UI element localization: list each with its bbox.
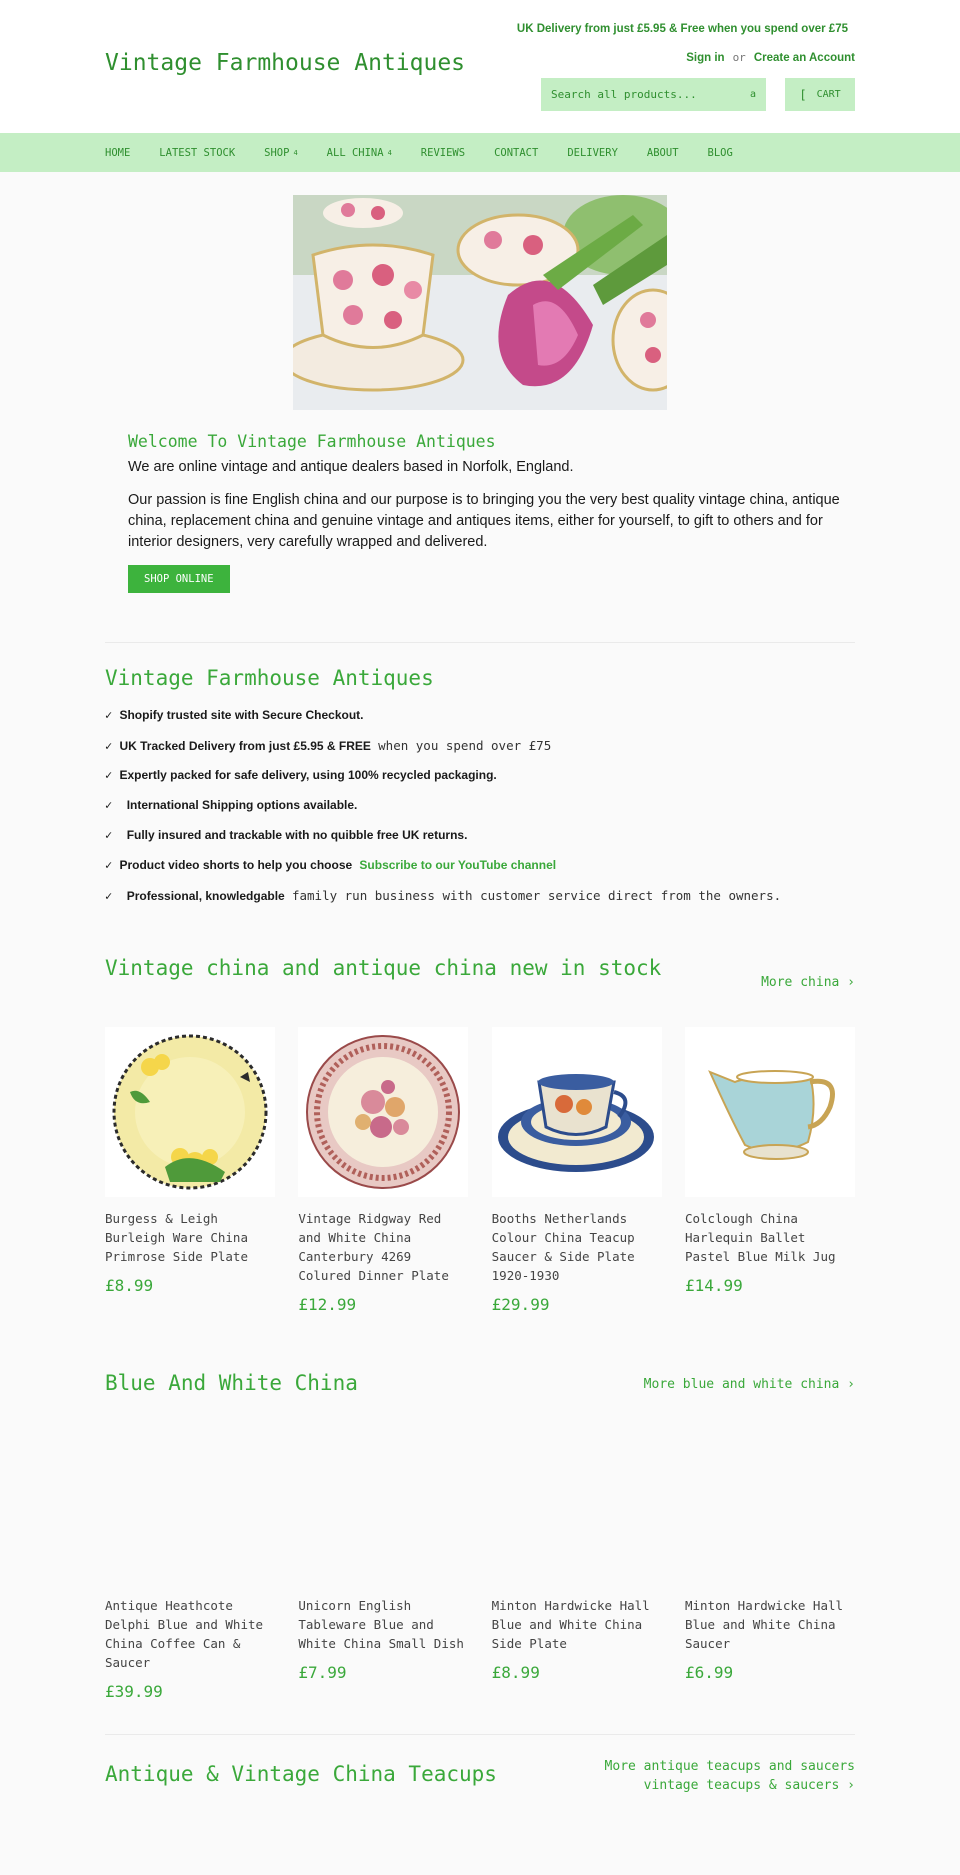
product-card[interactable] — [105, 1414, 275, 1701]
usp-item: ✓ Product video shorts to help you choose Subscribe to our YouTube channel — [105, 858, 557, 872]
product-card[interactable] — [492, 1027, 662, 1314]
product-title[interactable]: Minton Hardwicke Hall Blue and White China Side Plate — [491, 1598, 650, 1651]
check-icon: ✓ — [105, 889, 113, 903]
sign-in-link[interactable]: Sign in — [686, 52, 725, 64]
teacups-more-links — [605, 1757, 855, 1795]
teacups-title: Antique & Vintage China Teacups — [105, 1762, 497, 1786]
product-price: £7.99 — [298, 1663, 347, 1682]
search-input[interactable] — [551, 88, 750, 101]
search-box — [541, 78, 766, 111]
check-icon: ✓ — [105, 828, 113, 842]
product-image[interactable] — [105, 1027, 275, 1197]
site-logo[interactable]: Vintage Farmhouse Antiques — [105, 50, 466, 76]
cart-icon: [ — [799, 87, 807, 102]
nav-all-china[interactable]: ALL CHINA 4 — [326, 146, 392, 159]
nav-blog[interactable]: BLOG — [707, 146, 733, 159]
section-divider — [105, 1734, 855, 1735]
usp-title: Vintage Farmhouse Antiques — [105, 666, 434, 690]
product-card[interactable] — [492, 1414, 662, 1701]
product-title[interactable]: Antique Heathcote Delphi Blue and White China Coffee Can & Saucer — [105, 1598, 264, 1670]
usp-item: ✓ Expertly packed for safe delivery, using 100% recycled packaging. — [105, 768, 497, 782]
product-image[interactable] — [492, 1027, 662, 1197]
section-divider — [105, 642, 855, 643]
check-icon: ✓ — [105, 858, 113, 872]
or-separator: or — [732, 51, 746, 64]
product-card[interactable] — [105, 1027, 275, 1314]
blue-white-grid — [105, 1414, 855, 1701]
product-title[interactable]: Burgess & Leigh Burleigh Ware China Primrose Side Plate — [105, 1211, 248, 1264]
cart-label: CART — [816, 89, 841, 100]
hero-image — [293, 195, 667, 410]
nav-reviews[interactable]: REVIEWS — [420, 146, 466, 159]
nav-home[interactable]: HOME — [105, 146, 131, 159]
product-image[interactable] — [298, 1027, 468, 1197]
check-icon: ✓ — [105, 798, 113, 812]
check-icon: ✓ — [105, 739, 113, 753]
shop-online-button[interactable]: SHOP ONLINE — [128, 565, 230, 593]
cart-button[interactable] — [785, 78, 855, 111]
product-title[interactable]: Colclough China Harlequin Ballet Pastel Blue Milk Jug — [684, 1211, 836, 1264]
usp-item: ✓ Fully insured and trackable with no quibble free UK returns. — [105, 828, 468, 842]
product-card[interactable] — [685, 1414, 855, 1701]
search-icon[interactable]: a — [749, 89, 756, 100]
nav-delivery[interactable]: DELIVERY — [567, 146, 618, 159]
blue-white-title: Blue And White China — [105, 1371, 358, 1395]
product-card[interactable] — [298, 1027, 468, 1314]
new-stock-grid — [105, 1027, 855, 1314]
youtube-link[interactable]: Subscribe to our YouTube channel — [359, 858, 557, 872]
product-price: £14.99 — [684, 1276, 743, 1295]
welcome-body: Our passion is fine English china and our purpose is to bringing you the very best quality vintage china, antique china, replacement china and genuine vintage and antiques items, either for yourself, to gift to others and for interior designers, very carefully wrapped and delivered. — [128, 492, 840, 550]
chevron-down-icon: 4 — [293, 148, 298, 157]
chevron-down-icon: 4 — [387, 148, 392, 157]
welcome-title: Welcome To Vintage Farmhouse Antiques — [128, 432, 496, 451]
product-price: £8.99 — [105, 1276, 154, 1295]
product-image[interactable] — [492, 1414, 662, 1584]
nav-shop[interactable]: SHOP 4 — [264, 146, 298, 159]
product-title[interactable]: Minton Hardwicke Hall Blue and White China Saucer — [684, 1598, 844, 1651]
new-stock-title: Vintage china and antique china new in stock — [105, 956, 662, 980]
nav-latest-stock[interactable]: LATEST STOCK — [159, 146, 236, 159]
create-account-link[interactable]: Create an Account — [753, 52, 855, 64]
product-price: £8.99 — [491, 1663, 540, 1682]
usp-item: ✓ Professional, knowledgable family run business with customer service direct from the owners. — [105, 888, 782, 903]
more-blue-white-link[interactable]: More blue and white china › — [643, 1377, 855, 1392]
more-teacups-link[interactable]: More antique teacups and saucers — [604, 1759, 855, 1774]
main-nav — [0, 133, 960, 172]
product-price: £39.99 — [105, 1682, 163, 1701]
product-image[interactable] — [105, 1414, 275, 1584]
delivery-promo: UK Delivery from just £5.95 & Free when you spend over £75 — [516, 23, 848, 35]
check-icon: ✓ — [105, 708, 113, 722]
product-price: £29.99 — [491, 1295, 550, 1314]
product-price: £6.99 — [684, 1663, 734, 1682]
product-price: £12.99 — [298, 1295, 357, 1314]
product-image[interactable] — [685, 1027, 855, 1197]
usp-item: ✓ UK Tracked Delivery from just £5.95 & FREE when you spend over £75 — [105, 738, 552, 753]
welcome-intro: We are online vintage and antique dealers based in Norfolk, England. — [128, 459, 574, 475]
more-china-link[interactable]: More china › — [761, 975, 855, 990]
product-image[interactable] — [298, 1414, 468, 1584]
product-title[interactable]: Unicorn English Tableware Blue and White China Small Dish — [298, 1598, 464, 1651]
vintage-teacups-link[interactable]: vintage teacups & saucers › — [643, 1778, 855, 1793]
product-image[interactable] — [685, 1414, 855, 1584]
product-title[interactable]: Vintage Ridgway Red and White China Canterbury 4269 Colured Dinner Plate — [298, 1211, 449, 1283]
check-icon: ✓ — [105, 768, 113, 782]
welcome-section — [128, 432, 858, 593]
usp-item: ✓ International Shipping options available. — [105, 798, 358, 812]
nav-about[interactable]: ABOUT — [646, 146, 679, 159]
usp-item: ✓ Shopify trusted site with Secure Checkout. — [105, 708, 364, 722]
product-card[interactable] — [298, 1414, 468, 1701]
nav-contact[interactable]: CONTACT — [494, 146, 539, 159]
product-card[interactable] — [685, 1027, 855, 1314]
usp-section — [105, 666, 855, 918]
account-links — [686, 51, 855, 64]
product-title[interactable]: Booths Netherlands Colour China Teacup Saucer & Side Plate 1920-1930 — [491, 1211, 635, 1283]
site-header — [0, 0, 960, 133]
